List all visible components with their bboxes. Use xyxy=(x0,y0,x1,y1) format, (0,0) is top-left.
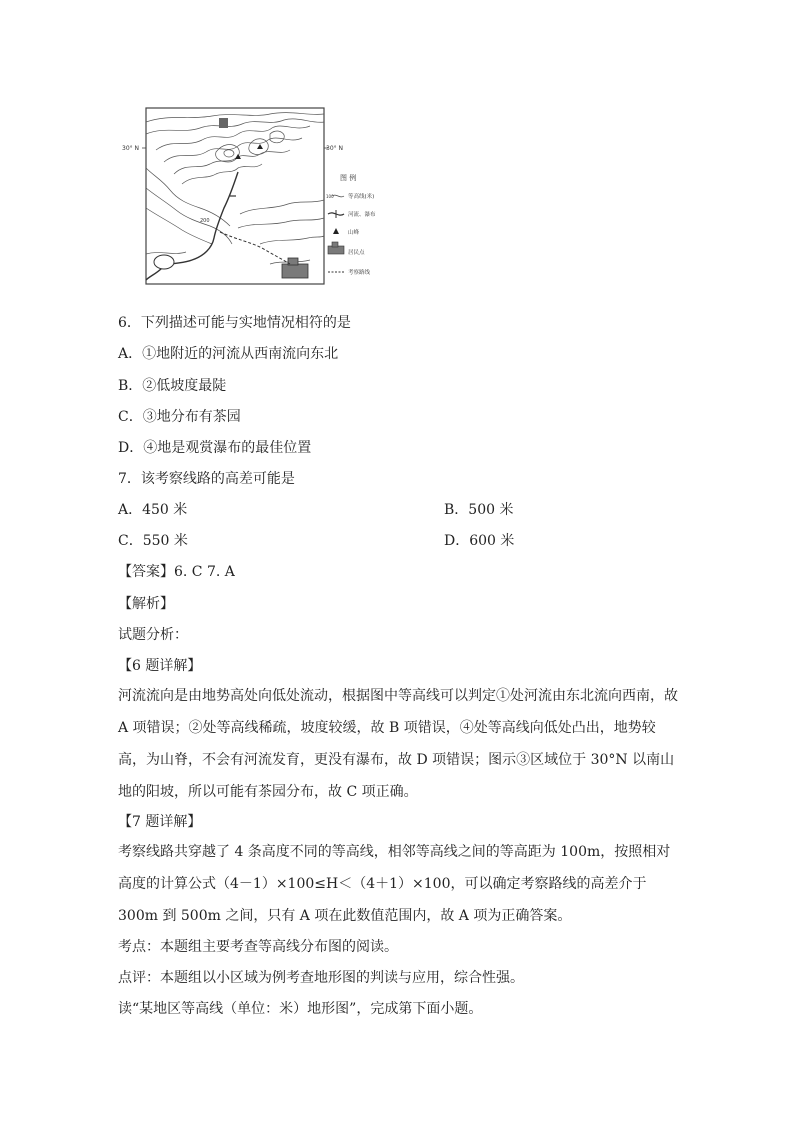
question-6-option-b: B．②低坡度最陡 xyxy=(118,378,227,394)
map-legend xyxy=(326,173,376,276)
settlement-marker-southeast xyxy=(282,264,308,278)
legend-label-route: 考察路线 xyxy=(348,270,371,276)
question-7-stem: 7．该考察线路的高差可能是 xyxy=(118,471,295,487)
question-7-option-d: D．600 米 xyxy=(444,533,515,549)
question-7-option-c: C．550 米 xyxy=(118,533,188,549)
question-7-option-a: A．450 米 xyxy=(118,502,188,518)
contour-map-svg xyxy=(120,104,388,290)
legend-label-contour: 等高线(米) xyxy=(348,194,375,200)
dianping-line: 点评：本题组以小区域为例考查地形图的判读与应用，综合性强。 xyxy=(118,970,524,986)
q6-detail-body: 河流流向是由地势高处向低处流动，根据图中等高线可以判定①处河流由东北流向西南，故 A 项错误；②处等高线稀疏，坡度较缓，故 B 项错误，④处等高线向低处凸出，地势较高，为山脊，不会有河流发育，更没有瀑布，故 D 项错误；图示③区域位于 30°N 以南山地的阳坡，所以可能有茶园分布，故 C 项正确。 xyxy=(118,688,678,800)
q6-detail-heading: 【6 题详解】 xyxy=(118,658,202,674)
legend-label-peak: 山峰 xyxy=(348,230,360,236)
answer-line: 【答案】6. C 7. A xyxy=(118,564,235,580)
q7-detail-body: 考察线路共穿越了 4 条高度不同的等高线，相邻等高线之间的等高距为 100m，按照相对高度的计算公式（4－1）×100≤H＜（4＋1）×100，可以确定考察路线的高差介于 300m 到 500m 之间，只有 A 项在此数值范围内，故 A 项为正确答案。 xyxy=(118,844,671,924)
analysis-intro: 试题分析： xyxy=(118,627,188,643)
contour-value-label: 200 xyxy=(200,218,210,224)
peak-marker-2 xyxy=(257,144,263,149)
analysis-heading: 【解析】 xyxy=(118,596,174,612)
peak-icon xyxy=(333,228,339,234)
legend-contour-prefix: 100 xyxy=(326,194,334,199)
latitude-label-left: 30° N xyxy=(122,145,140,152)
survey-route-line xyxy=(220,232,290,264)
contour-map-figure xyxy=(120,104,388,290)
legend-label-river: 河流、瀑布 xyxy=(348,212,376,218)
settlement-marker-north xyxy=(219,118,228,128)
question-7-option-b: B．500 米 xyxy=(444,502,514,518)
next-question-prompt: 读“某地区等高线（单位：米）地形图”，完成第下面小题。 xyxy=(118,1001,483,1017)
latitude-label-right: 30° N xyxy=(326,145,344,152)
q7-detail-heading: 【7 题详解】 xyxy=(118,814,202,830)
question-6-option-c: C．③地分布有茶园 xyxy=(118,409,241,425)
legend-label-settlement: 居民点 xyxy=(348,250,365,256)
contour-icon xyxy=(332,195,344,197)
legend-title: 图 例 xyxy=(340,174,357,182)
question-6-stem: 6．下列描述可能与实地情况相符的是 xyxy=(118,315,351,331)
question-6-option-a: A．①地附近的河流从西南流向东北 xyxy=(118,346,339,362)
question-6-option-d: D．④地是观赏瀑布的最佳位置 xyxy=(118,440,312,456)
kaodian-line: 考点：本题组主要考查等高线分布图的阅读。 xyxy=(118,939,398,955)
lake-shape xyxy=(154,255,174,269)
contour-lines xyxy=(146,113,324,264)
